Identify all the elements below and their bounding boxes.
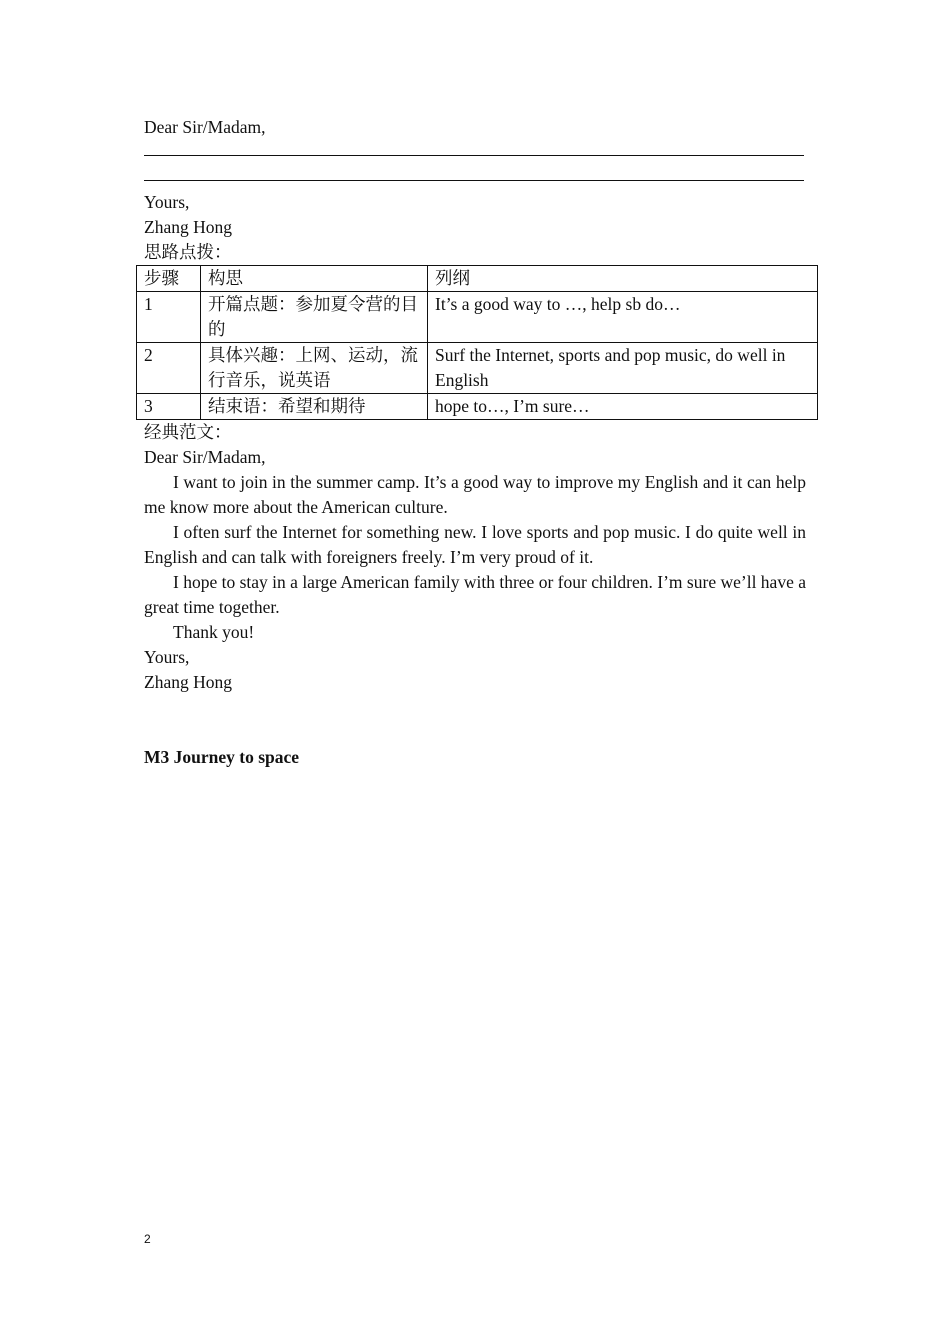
document-page xyxy=(144,115,806,770)
table-row xyxy=(137,343,818,394)
outline-label: 思路点拨： xyxy=(144,242,232,262)
header-step: 步骤 xyxy=(137,266,201,292)
sample-paragraph-4: Thank you! xyxy=(173,622,255,642)
table-cell: It’s a good way to …, help sb do… xyxy=(428,292,818,343)
table-cell: 开篇点题：参加夏令营的目的 xyxy=(201,292,428,343)
outline-table xyxy=(136,265,818,420)
table-header-row xyxy=(137,266,818,292)
table-cell: hope to…, I’m sure… xyxy=(428,394,818,420)
table-row xyxy=(137,394,818,420)
table-row xyxy=(137,292,818,343)
table-cell: Surf the Internet, sports and pop music, do well in English xyxy=(428,343,818,394)
answer-line-2 xyxy=(144,165,806,190)
answer-line-1 xyxy=(144,140,806,165)
table-cell: 3 xyxy=(137,394,201,420)
table-cell: 1 xyxy=(137,292,201,343)
sample-paragraph-2: I often surf the Internet for something new. I love sports and pop music. I do quite well in English and can talk with foreigners freely. I’m very proud of it. xyxy=(144,522,806,567)
prompt-salutation: Dear Sir/Madam, xyxy=(144,117,266,137)
table-cell: 具体兴趣：上网、运动，流行音乐，说英语 xyxy=(201,343,428,394)
header-outline: 列纲 xyxy=(428,266,818,292)
sample-paragraph-1: I want to join in the summer camp. It’s a good way to improve my English and it can help me know more about the American culture. xyxy=(144,472,806,517)
sample-signature: Zhang Hong xyxy=(144,672,232,692)
header-idea: 构思 xyxy=(201,266,428,292)
sample-paragraph-3: I hope to stay in a large American family with three or four children. I’m sure we’ll have a great time together. xyxy=(144,572,806,617)
page-number: 2 xyxy=(144,1232,151,1246)
table-cell: 结束语：希望和期待 xyxy=(201,394,428,420)
sample-label: 经典范文： xyxy=(144,422,232,442)
sample-closing: Yours, xyxy=(144,647,190,667)
module-heading: M3 Journey to space xyxy=(144,747,300,767)
prompt-closing: Yours, xyxy=(144,192,190,212)
prompt-signature: Zhang Hong xyxy=(144,217,232,237)
sample-salutation: Dear Sir/Madam, xyxy=(144,447,266,467)
table-cell: 2 xyxy=(137,343,201,394)
